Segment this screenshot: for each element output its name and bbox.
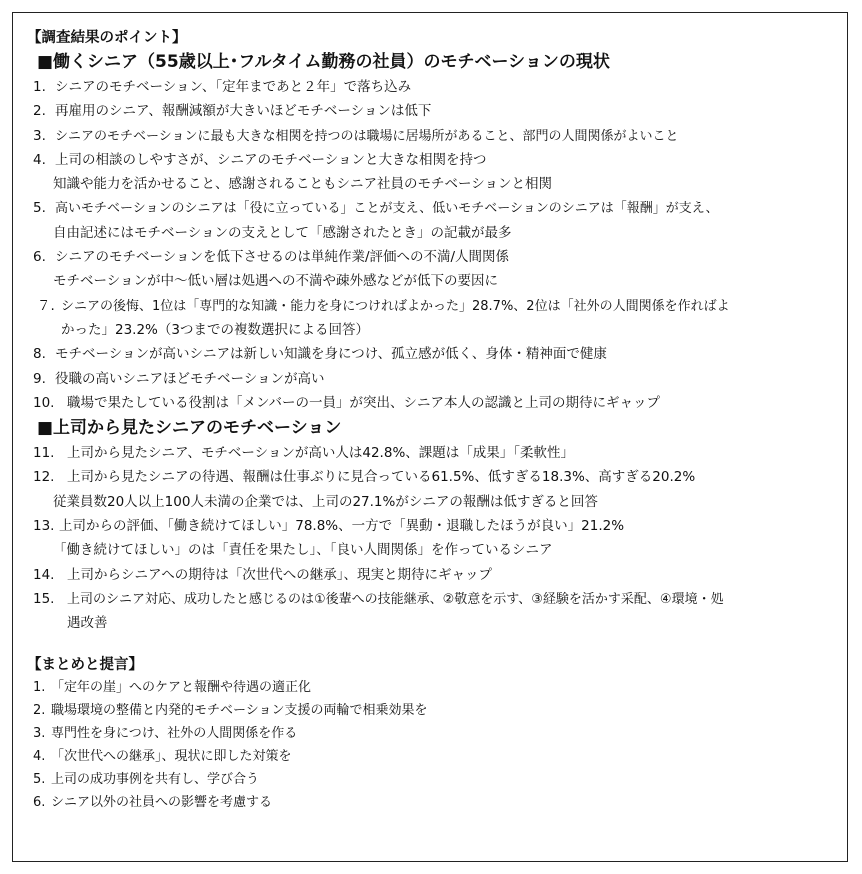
item-number: 2. xyxy=(33,702,46,718)
item-text: 上司の相談のしやすさが、シニアのモチベーションと大きな相関を持つ xyxy=(55,151,487,168)
item-text: シニアのモチベーションに最も大きな相関を持つのは職場に居場所があること、部門の人間関係がよいこと xyxy=(55,128,679,144)
document-body xyxy=(27,27,837,814)
list-item xyxy=(27,391,837,415)
item-text: シニアのモチベーション、「定年まであと２年」で落ち込み xyxy=(55,79,412,95)
list-item xyxy=(27,245,837,269)
heading-supervisor-view: ■上司から見たシニアのモチベーション xyxy=(37,418,342,439)
item-number: 12. xyxy=(33,469,55,486)
item-number: 1. xyxy=(33,79,46,95)
list-item xyxy=(27,563,837,587)
item-text: 「次世代への継承」、現状に即した対策を xyxy=(51,748,292,764)
item-text: 上司からシニアへの期待は「次世代への継承」、現実と期待にギャップ xyxy=(67,566,492,583)
item-number: 5. xyxy=(33,200,46,217)
item-number: 3. xyxy=(33,725,46,741)
item-number: 5. xyxy=(33,771,46,787)
item-number: 14. xyxy=(33,566,55,583)
item-text: モチベーションが高いシニアは新しい知識を身につけ、孤立感が低く、身体・精神面で健康 xyxy=(55,346,607,363)
item-text: 職場環境の整備と内発的モチベーション支援の両輪で相乗効果を xyxy=(51,702,428,718)
item-number: 10. xyxy=(33,394,55,411)
list-item xyxy=(27,196,837,220)
item-number: 15. xyxy=(33,590,55,607)
list-item-continuation: かった」23.2%（3つまでの複数選択による回答） xyxy=(61,321,369,338)
list-item xyxy=(27,342,837,366)
summary-item xyxy=(27,745,837,768)
list-item xyxy=(27,294,837,318)
list-item xyxy=(27,441,837,465)
heading-senior-motivation: ■働くシニア（55歳以上･フルタイム勤務の社員）のモチベーションの現状 xyxy=(37,52,610,72)
summary-list xyxy=(27,676,837,814)
section-label-findings: 【調査結果のポイント】 xyxy=(27,30,187,46)
item-text: 上司から見たシニア、モチベーションが高い人は42.8%、課題は「成果」「柔軟性」 xyxy=(67,445,575,462)
item-number: 11. xyxy=(33,445,55,462)
document-frame xyxy=(12,12,848,862)
item-text: 上司のシニア対応、成功したと感じるのは①後輩への技能継承、②敬意を示す、③経験を活かす采配、④環境・処 xyxy=(67,591,724,607)
list-item xyxy=(27,465,837,489)
item-number: 2. xyxy=(33,103,46,120)
item-text: 再雇用のシニア、報酬減額が大きいほどモチベーションは低下 xyxy=(55,103,432,120)
item-text: 役職の高いシニアほどモチベーションが高い xyxy=(55,370,325,387)
item-number: 8. xyxy=(33,346,46,363)
list-item-continuation: 従業員数20人以上100人未満の企業では、上司の27.1%がシニアの報酬は低すぎると回答 xyxy=(53,493,598,510)
summary-item xyxy=(27,722,837,745)
list-item-continuation: モチベーションが中～低い層は処遇への不満や疎外感などが低下の要因に xyxy=(53,273,498,290)
item-text: シニアのモチベーションを低下させるのは単純作業/評価への不満/人間関係 xyxy=(55,249,510,266)
list-item xyxy=(27,148,837,172)
item-number: 6. xyxy=(33,249,46,266)
list-item xyxy=(27,367,837,391)
section-label-summary: 【まとめと提言】 xyxy=(27,656,143,673)
list-item xyxy=(27,75,837,99)
list-item-continuation: 自由記述にはモチベーションの支えとして「感謝されたとき」の記載が最多 xyxy=(53,224,512,241)
findings-list-1 xyxy=(27,75,837,415)
item-number: 13. xyxy=(33,518,55,535)
summary-item xyxy=(27,768,837,791)
findings-list-2 xyxy=(27,441,837,635)
summary-item xyxy=(27,791,837,814)
item-number: 4. xyxy=(33,748,46,764)
list-item xyxy=(27,514,837,538)
item-number: 4. xyxy=(33,151,46,168)
item-text: 専門性を身につけ、社外の人間関係を作る xyxy=(51,725,298,741)
item-text: シニアの後悔、1位は「専門的な知識・能力を身につければよかった」28.7%、2位は「社外の人間関係を作ればよ xyxy=(61,298,730,314)
item-text: 上司の成功事例を共有し、学び合う xyxy=(51,771,260,787)
item-number: ７. xyxy=(37,297,55,314)
item-number: 6. xyxy=(33,794,46,810)
item-text: シニア以外の社員への影響を考慮する xyxy=(51,794,273,810)
list-item xyxy=(27,587,837,611)
item-text: 「定年の崖」へのケアと報酬や待遇の適正化 xyxy=(51,679,312,695)
list-item xyxy=(27,124,837,148)
summary-item xyxy=(27,699,837,722)
list-item-continuation: 遇改善 xyxy=(67,615,108,632)
list-item-continuation: 「働き続けてほしい」のは「責任を果たし」、「良い人間関係」を作っているシニア xyxy=(53,542,553,559)
list-item xyxy=(27,99,837,123)
summary-item xyxy=(27,676,837,699)
item-number: 3. xyxy=(33,127,46,144)
item-text: 上司からの評価、「働き続けてほしい」78.8%、一方で「異動・退職したほうが良い」21.2% xyxy=(59,518,625,535)
item-text: 高いモチベーションのシニアは「役に立っている」ことが支え、低いモチベーションのシニアは「報酬」が支え、 xyxy=(55,201,719,217)
list-item-continuation: 知識や能力を活かせること、感謝されることもシニア社員のモチベーションと相関 xyxy=(53,176,552,193)
item-text: 職場で果たしている役割は「メンバーの一員」が突出、シニア本人の認識と上司の期待にギャップ xyxy=(67,394,661,411)
item-number: 9. xyxy=(33,370,46,387)
spacer xyxy=(27,636,837,654)
item-text: 上司から見たシニアの待遇、報酬は仕事ぶりに見合っている61.5%、低すぎる18.3%、高すぎる20.2% xyxy=(67,469,696,486)
item-number: 1. xyxy=(33,679,46,695)
